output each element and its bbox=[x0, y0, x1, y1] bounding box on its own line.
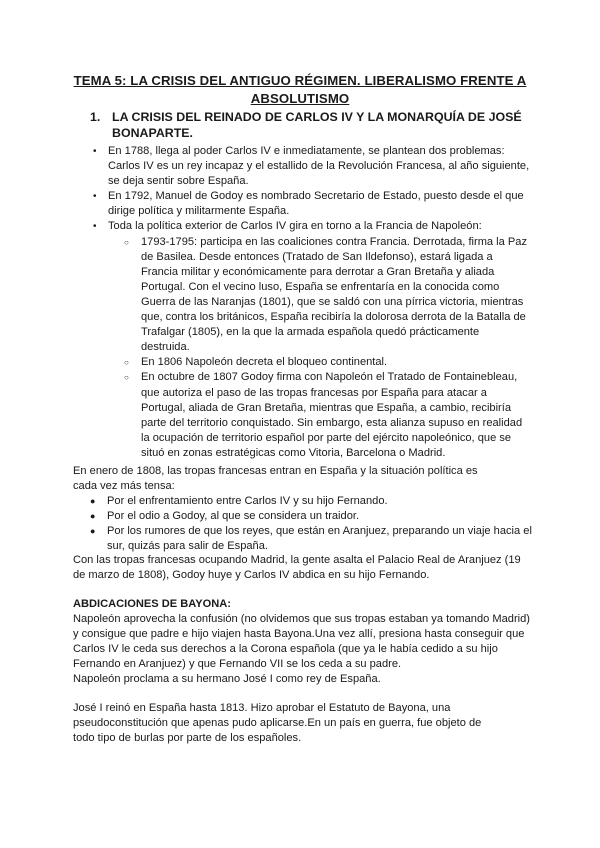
list-item bbox=[90, 219, 530, 461]
jose-line: pseudoconstitución que apenas pudo aplicarse.En un país en guerra, fue objeto de bbox=[73, 717, 482, 730]
section-heading bbox=[90, 109, 530, 141]
aranjuez-bullet-list bbox=[73, 494, 533, 554]
list-item: • En 1792, Manuel de Godoy es nombrado Secretario de Estado, puesto desde el que dirige política y militarmente España. bbox=[90, 189, 530, 219]
aranjuez-intro bbox=[73, 464, 533, 494]
sub-list-item: ○ 1793-1795: participa en las coaliciones contra Francia. Derrotada, firma la Paz de Basilea. Desde entonces (Tratado de San Ildefonso), estará ligada a Francia militar y económicamente para derrotar a Gran Bretaña y aliada Portugal. Con el vecino luso, España se enfrentaría en la conocida como Guerra de las Naranjas (1801), que se saldó con una pírrica victoria, mientras que, contra los británicos, España recibiría la dolorosa derrota de la Batalla de Trafalgar (1805), en la que la armada española quedó prácticamente destruida. bbox=[108, 235, 530, 356]
bayona-heading: ABDICACIONES DE BAYONA: bbox=[73, 598, 231, 610]
list-item: ● Por el odio a Godoy, al que se considera un traidor. bbox=[73, 509, 533, 524]
bayona-paragraph: Napoleón aprovecha la confusión (no olvidemos que sus tropas estaban ya tomando Madrid) y consigue que padre e hijo viajen hasta Bayona.Una vez allí, presiona hasta conseguir que Carlos IV le ceda sus derechos a la Corona española (que ya le había cedido a su hijo Fernando en Aranjuez) y que Fernando VII se los ceda a su padre. bbox=[73, 613, 530, 671]
bayona-closing: Napoleón proclama a su hermano José I como rey de España. bbox=[73, 673, 381, 685]
list-item: ● Por el enfrentamiento entre Carlos IV y su hijo Fernando. bbox=[73, 494, 533, 509]
sub-bullet-list bbox=[108, 235, 530, 461]
jose-line: todo tipo de burlas por parte de los españoles. bbox=[73, 732, 302, 745]
aranjuez-intro-line: cada vez más tensa: bbox=[73, 480, 175, 493]
list-item-text: Toda la política exterior de Carlos IV gira en torno a la Francia de Napoleón: bbox=[108, 220, 482, 233]
jose-line: José I reinó en España hasta 1813. Hizo aprobar el Estatuto de Bayona, una bbox=[73, 702, 451, 714]
page-title: TEMA 5: LA CRISIS DEL ANTIGUO RÉGIMEN. LIBERALISMO FRENTE A ABSOLUTISMO bbox=[73, 73, 527, 106]
section-bullet-list bbox=[90, 144, 530, 461]
list-item: • En 1788, llega al poder Carlos IV e inmediatamente, se plantean dos problemas: Carlos IV es un rey incapaz y el estallido de la Revolución Francesa, al año siguiente, se deja sentir sobre España. bbox=[90, 144, 530, 189]
section-heading-text: LA CRISIS DEL REINADO DE CARLOS IV Y LA MONARQUÍA DE JOSÉ BONAPARTE. bbox=[112, 110, 522, 140]
list-item: ● Por los rumores de que los reyes, que están en Aranjuez, preparando un viaje hacia el sur, quizás para salir de España. bbox=[73, 524, 533, 554]
aranjuez-closing: Con las tropas francesas ocupando Madrid, la gente asalta el Palacio Real de Aranjuez (19 de marzo de 1808), Godoy huye y Carlos IV abdica en su hijo Fernando. bbox=[73, 554, 521, 582]
sub-list-item: ○ En 1806 Napoleón decreta el bloqueo continental. bbox=[108, 355, 530, 370]
sub-list-item: ○ En octubre de 1807 Godoy firma con Napoleón el Tratado de Fontainebleau, que autoriza el paso de las tropas francesas por España para atacar a Portugal, aliada de Gran Bretaña, mientras que España, a cambio, recibiría parte del territorio conquistado. Sin embargo, esta alianza supuso en realidad la ocupación de territorio español por parte del ejército napoleónico, que se situó en zonas estratégicas como Vitoria, Barcelona o Madrid. bbox=[108, 370, 530, 461]
section-number: 1. bbox=[90, 110, 101, 124]
jose-paragraph bbox=[73, 701, 533, 746]
aranjuez-intro-line: En enero de 1808, las tropas francesas entran en España y la situación política es bbox=[73, 465, 478, 477]
